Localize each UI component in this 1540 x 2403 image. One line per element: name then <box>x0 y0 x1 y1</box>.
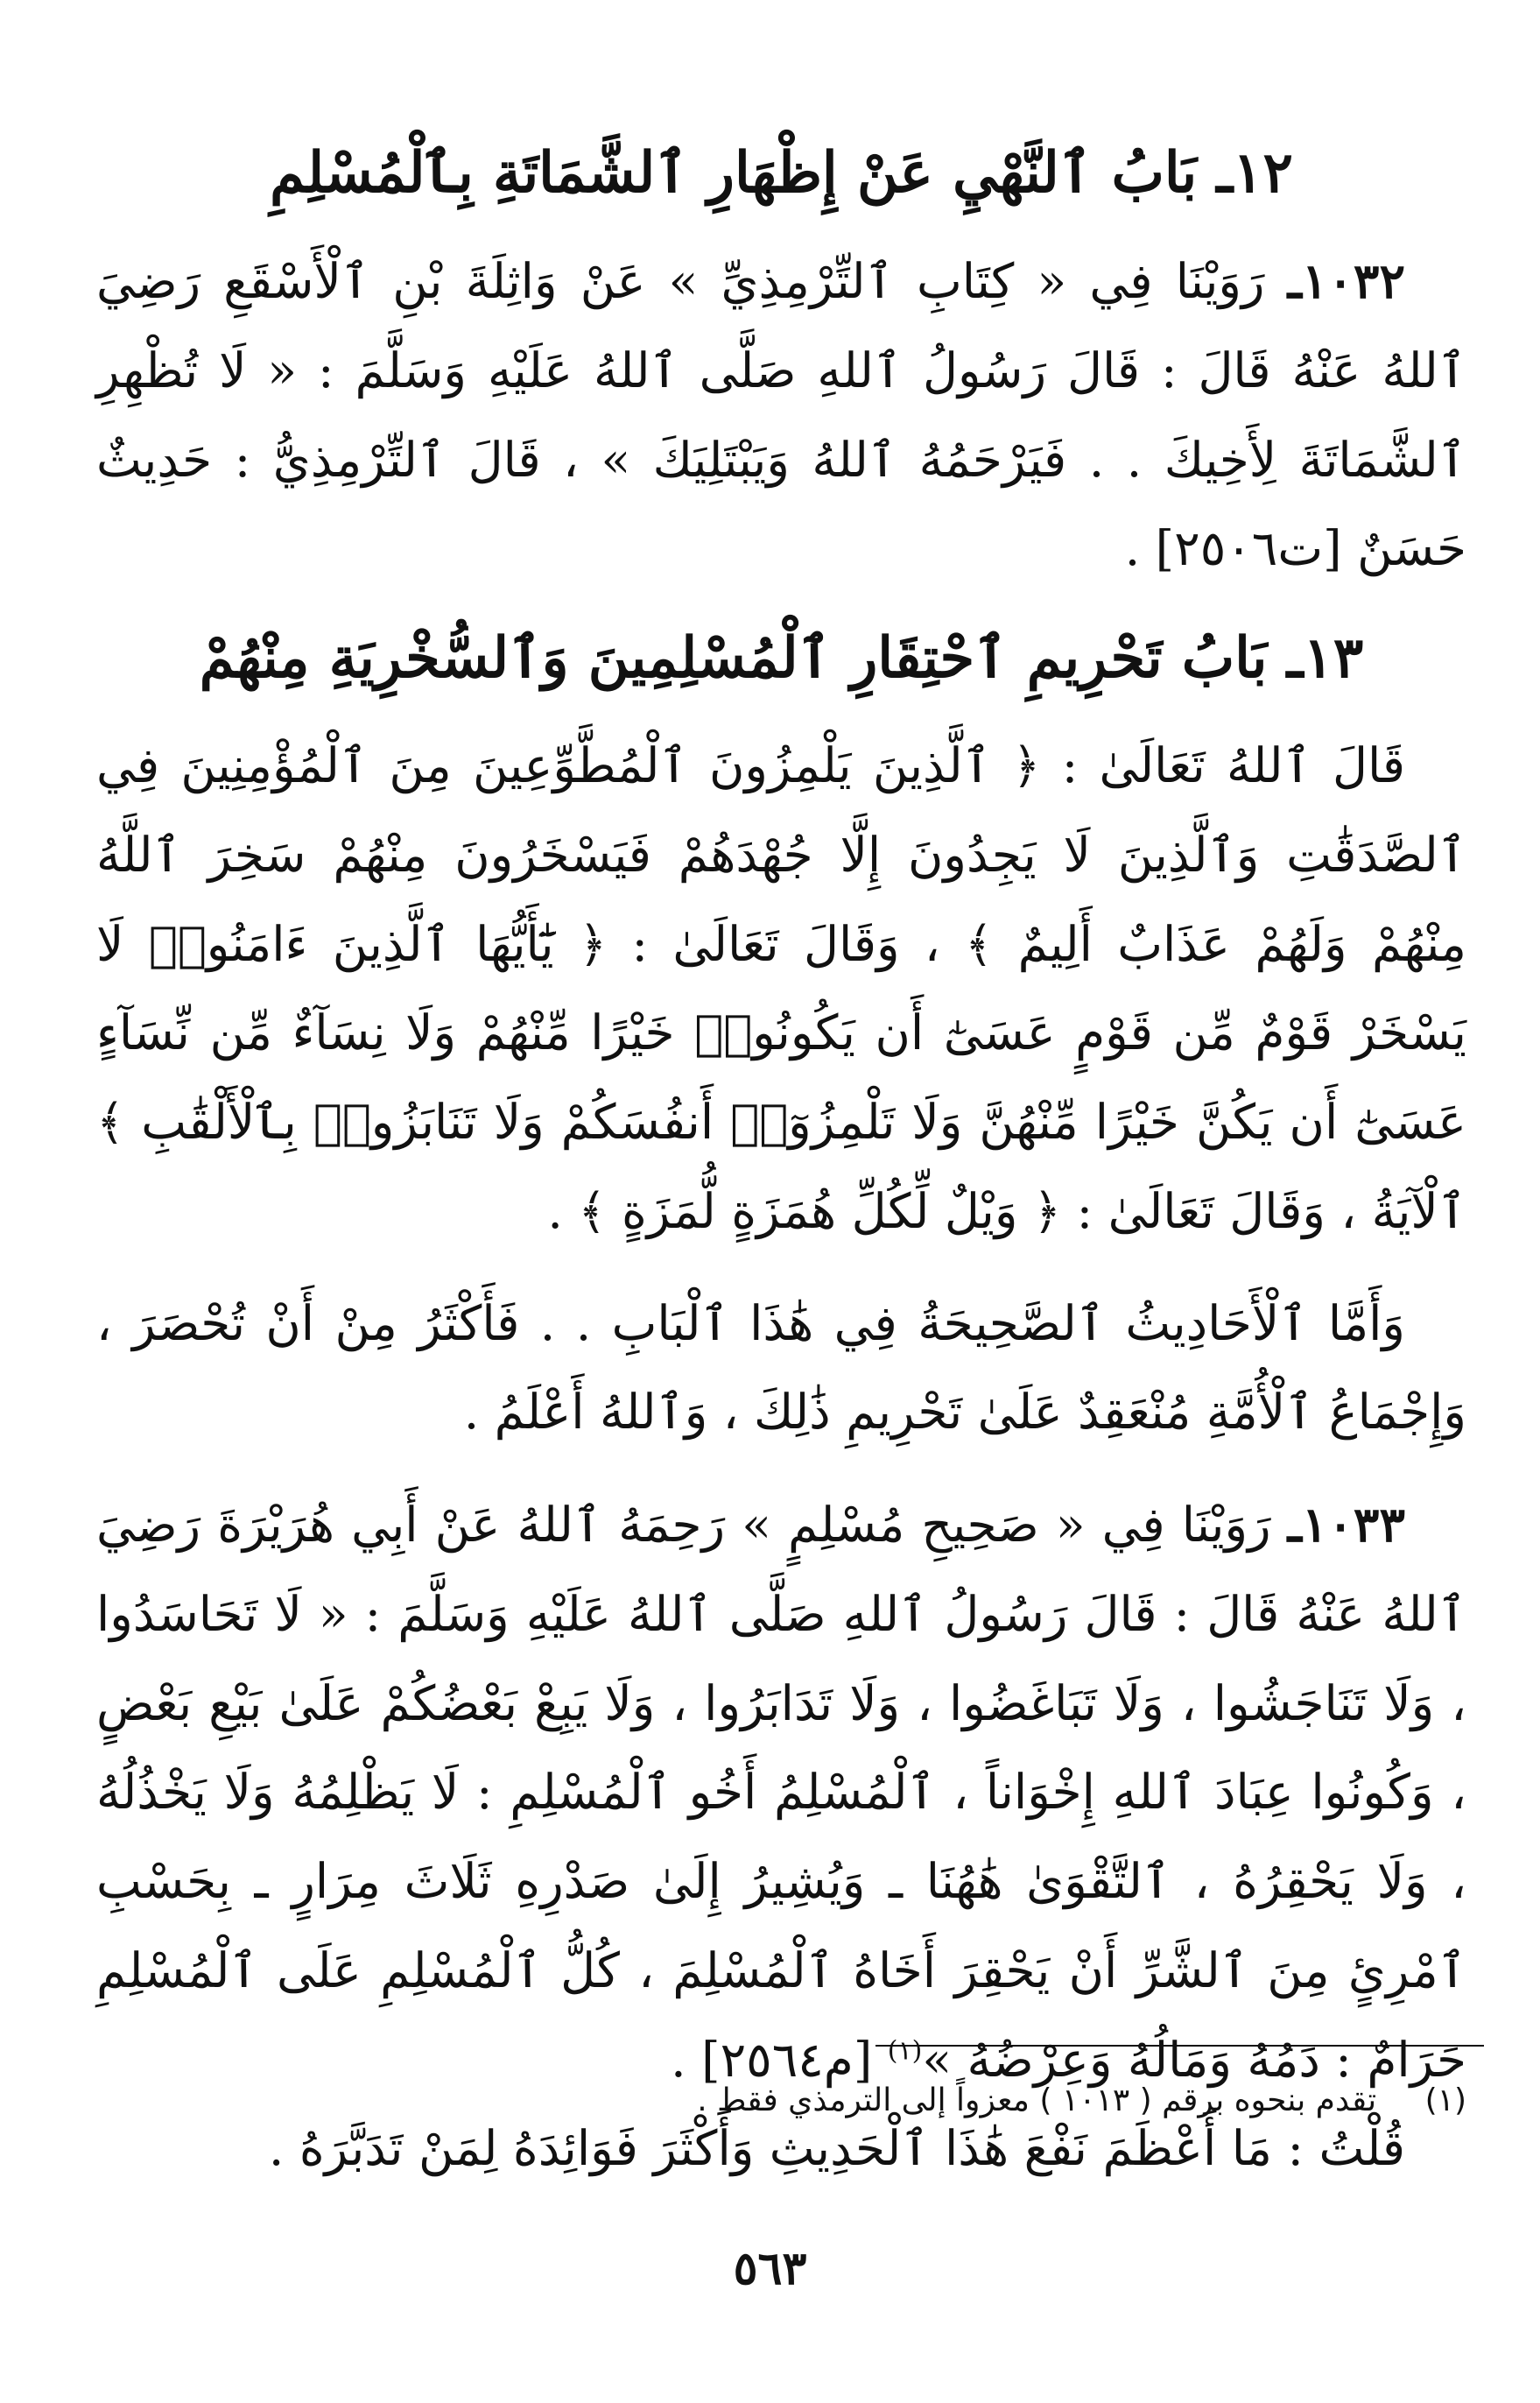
chapter-12-title: ١٢ـ بَابُ ٱلنَّهْيِ عَنْ إِظْهَارِ ٱلشَّمَاتَةِ بِٱلْمُسْلِمِ <box>270 140 1293 206</box>
main-text <box>96 131 1466 2194</box>
footnote <box>613 2075 1466 2126</box>
hadith-number: ١٠٣٣ـ <box>1287 1496 1405 1553</box>
hadith-reference: [م٢٥٦٤] . <box>671 2031 873 2088</box>
author-comment: قُلْتُ : مَا أَعْظَمَ نَفْعَ هَٰذَا ٱلْحَدِيثِ وَأَكْثَرَ فَوَائِدَهُ لِمَنْ تَدَبَّرَهُ . <box>268 2120 1405 2177</box>
hadith-reference: [ت٢٥٠٦] . <box>1124 520 1342 577</box>
quran-verses-paragraph: قَالَ ٱللهُ تَعَالَىٰ : ﴿ ٱلَّذِينَ يَلْمِزُونَ ٱلْمُطَّوِّعِينَ مِنَ ٱلْمُؤْمِنِينَ فِي ٱلصَّدَقَٰتِ وَٱلَّذِينَ لَا يَجِدُونَ إِلَّا جُهْدَهُمْ فَيَسْخَرُونَ مِنْهُمْ سَخِرَ ٱللَّهُ مِنْهُمْ وَلَهُمْ عَذَابٌ أَلِيمٌ ﴾ ، وَقَالَ تَعَالَىٰ : ﴿ يَٰٓأَيُّهَا ٱلَّذِينَ ءَامَنُوا۟ لَا يَسْخَرْ قَوْمٌ مِّن قَوْمٍ عَسَىٰٓ أَن يَكُونُوا۟ خَيْرًا مِّنْهُمْ وَلَا نِسَآءٌ مِّن نِّسَآءٍ عَسَىٰٓ أَن يَكُنَّ خَيْرًا مِّنْهُنَّ وَلَا تَلْمِزُوٓا۟ أَنفُسَكُمْ وَلَا تَنَابَزُوا۟ بِٱلْأَلْقَٰبِ ﴾ ٱلْآيَةُ ، وَقَالَ تَعَالَىٰ : ﴿ وَيْلٌ لِّكُلِّ هُمَزَةٍ لُّمَزَةٍ ﴾ . <box>96 737 1466 1239</box>
footnote-number: (١) <box>1424 2082 1466 2118</box>
footnote-marker: (١) <box>887 2035 923 2067</box>
chapter-intro-paragraph: وَأَمَّا ٱلْأَحَادِيثُ ٱلصَّحِيحَةُ فِي هَٰذَا ٱلْبَابِ . . فَأَكْثَرُ مِنْ أَنْ تُحْصَرَ ، وَإِجْمَاعُ ٱلْأُمَّةِ مُنْعَقِدٌ عَلَىٰ تَحْرِيمِ ذَٰلِكَ ، وَٱللهُ أَعْلَمُ . <box>96 1294 1466 1441</box>
footnote-divider <box>875 2045 1484 2047</box>
hadith-text: رَوَيْنَا فِي « كِتَابِ ٱلتِّرْمِذِيِّ » عَنْ وَاثِلَةَ بْنِ ٱلْأَسْقَعِ رَضِيَ ٱللهُ عَنْهُ قَالَ : قَالَ رَسُولُ ٱللهِ صَلَّى ٱللهُ عَلَيْهِ وَسَلَّمَ : « لَا تُظْهِرِ ٱلشَّمَاتَةَ لِأَخِيكَ . . فَيَرْحَمُهُ ٱللهُ وَيَبْتَلِيَكَ » ، قَالَ ٱلتِّرْمِذِيُّ : حَدِيثٌ حَسَنٌ <box>96 253 1466 577</box>
hadith-1033 <box>96 1480 1466 2104</box>
footnote-text: تقدم بنحوه برقم ( ١٠١٣ ) معزواً إلى الترمذي فقط . <box>697 2082 1377 2118</box>
chapter-13-title: ١٣ـ بَابُ تَحْرِيمِ ٱحْتِقَارِ ٱلْمُسْلِمِينَ وَٱلسُّخْرِيَةِ مِنْهُمْ <box>199 625 1364 691</box>
hadith-text: رَوَيْنَا فِي « صَحِيحِ مُسْلِمٍ » رَحِمَهُ ٱللهُ عَنْ أَبِي هُرَيْرَةَ رَضِيَ ٱللهُ عَنْهُ قَالَ : قَالَ رَسُولُ ٱللهِ صَلَّى ٱللهُ عَلَيْهِ وَسَلَّمَ : « لَا تَحَاسَدُوا ، وَلَا تَنَاجَشُوا ، وَلَا تَبَاغَضُوا ، وَلَا تَدَابَرُوا ، وَلَا يَبِعْ بَعْضُكُمْ عَلَىٰ بَيْعِ بَعْضٍ ، وَكُونُوا عِبَادَ ٱللهِ إِخْوَاناً ، ٱلْمُسْلِمُ أَخُو ٱلْمُسْلِمِ : لَا يَظْلِمُهُ وَلَا يَخْذُلُهُ ، وَلَا يَحْقِرُهُ ، ٱلتَّقْوَىٰ هَٰهُنَا ـ وَيُشِيرُ إِلَىٰ صَدْرِهِ ثَلَاثَ مِرَارٍ ـ بِحَسْبِ ٱمْرِئٍ مِنَ ٱلشَّرِّ أَنْ يَحْقِرَ أَخَاهُ ٱلْمُسْلِمَ ، كُلُّ ٱلْمُسْلِمِ عَلَى ٱلْمُسْلِمِ حَرَامٌ : دَمُهُ وَمَالُهُ وَعِرْضُهُ » <box>96 1497 1466 2088</box>
hadith-number: ١٠٣٢ـ <box>1287 252 1406 309</box>
hadith-1032 <box>96 236 1466 594</box>
page-number: ٥٦٣ <box>733 2242 807 2295</box>
